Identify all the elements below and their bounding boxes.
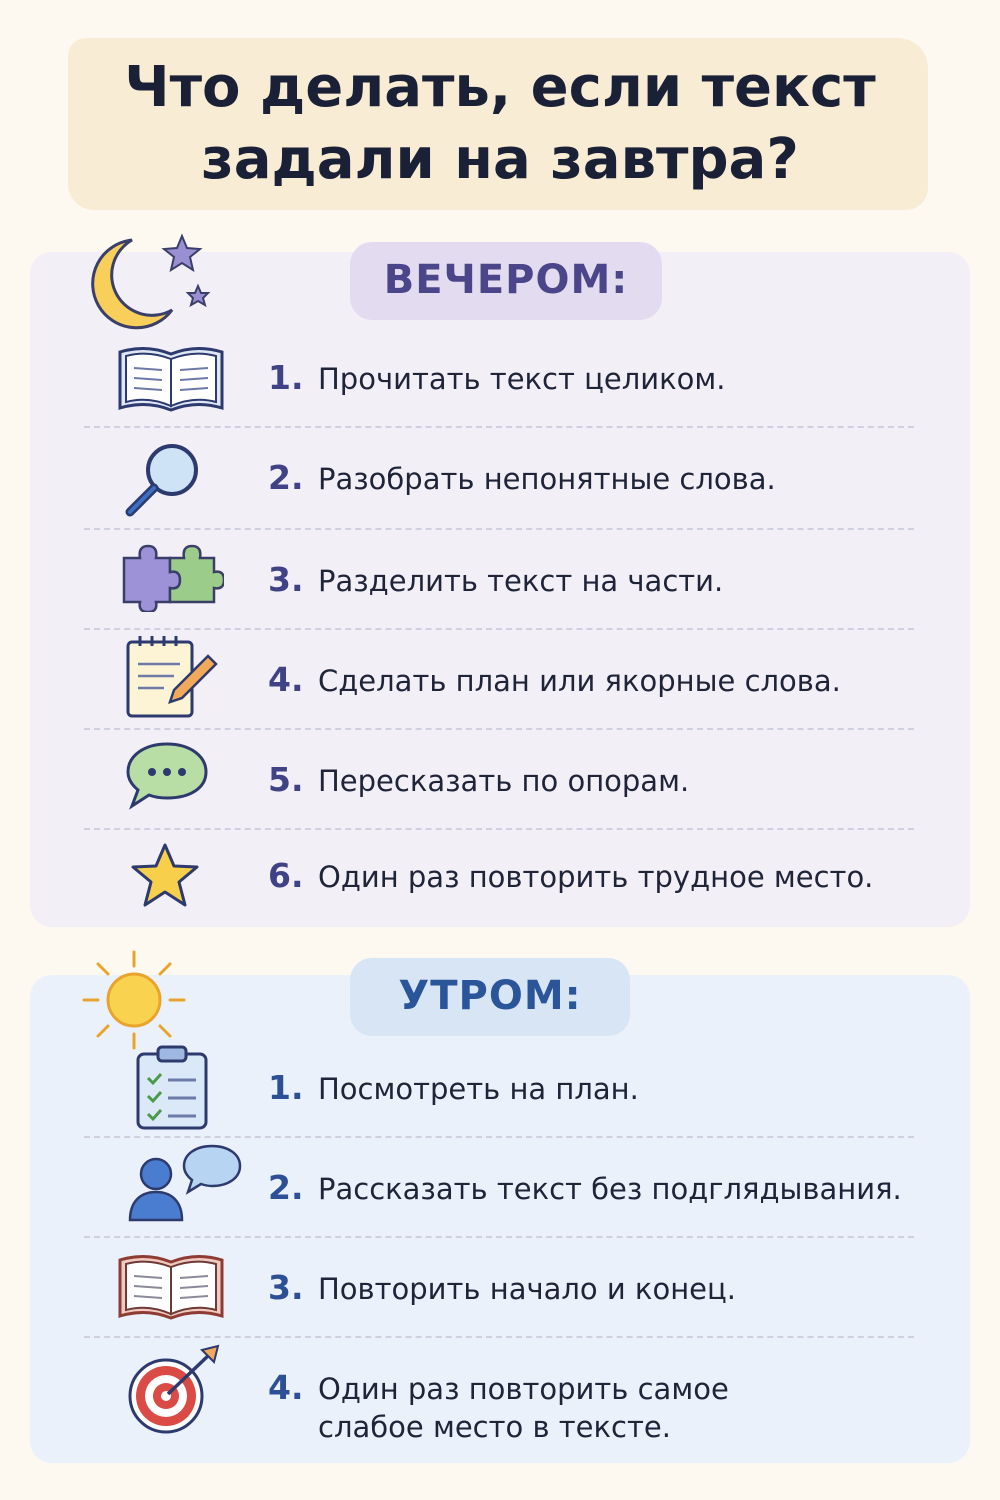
morning-item-1: [84, 1040, 914, 1138]
item-number: 5.: [268, 760, 304, 799]
sun-icon: [80, 950, 190, 1050]
title-line-1: Что делать, если текст: [124, 55, 876, 120]
item-number: 3.: [268, 1268, 304, 1307]
moon-stars-icon: [80, 232, 220, 332]
magnifier-icon: [122, 440, 206, 520]
item-text: Один раз повторить трудное место.: [318, 860, 874, 894]
evening-item-3: [84, 530, 914, 630]
morning-heading: УТРОМ:: [350, 958, 630, 1036]
item-number: 2.: [268, 1168, 304, 1207]
evening-item-6: [84, 830, 914, 920]
item-text: Сделать план или якорные слова.: [318, 664, 841, 698]
speech-bubble-icon: [124, 740, 210, 810]
morning-item-3: [84, 1238, 914, 1338]
item-number: 1.: [268, 1068, 304, 1107]
person-speech-icon: [124, 1144, 244, 1224]
item-text-line-1: Один раз повторить самое: [318, 1372, 729, 1406]
item-number: 4.: [268, 660, 304, 699]
evening-item-4: [84, 630, 914, 730]
item-text: Прочитать текст целиком.: [318, 362, 726, 396]
item-text: Повторить начало и конец.: [318, 1272, 736, 1306]
item-text: Посмотреть на план.: [318, 1072, 639, 1106]
item-text: Разобрать непонятные слова.: [318, 462, 776, 496]
evening-item-5: [84, 730, 914, 830]
evening-item-2: [84, 428, 914, 530]
open-book-icon: [116, 1250, 226, 1322]
item-text: Пересказать по опорам.: [318, 764, 690, 798]
item-number: 1.: [268, 358, 304, 397]
puzzle-icon: [120, 542, 224, 612]
star-icon: [130, 842, 200, 908]
checklist-icon: [132, 1044, 212, 1130]
evening-heading: ВЕЧЕРОМ:: [350, 242, 662, 320]
item-number: 2.: [268, 458, 304, 497]
evening-item-1: [84, 330, 914, 428]
target-arrow-icon: [124, 1344, 224, 1436]
item-text-line-2: слабое место в тексте.: [318, 1410, 671, 1444]
notepad-pencil-icon: [124, 634, 220, 718]
item-number: 6.: [268, 856, 304, 895]
item-number: 4.: [268, 1368, 304, 1407]
morning-item-4: [84, 1338, 914, 1448]
item-number: 3.: [268, 560, 304, 599]
item-text: Разделить текст на части.: [318, 564, 724, 598]
title-line-2: задали на завтра?: [201, 127, 799, 192]
open-book-icon: [116, 342, 226, 414]
morning-item-2: [84, 1138, 914, 1238]
page-title: [0, 52, 1000, 196]
item-text: Рассказать текст без подглядывания.: [318, 1172, 902, 1206]
